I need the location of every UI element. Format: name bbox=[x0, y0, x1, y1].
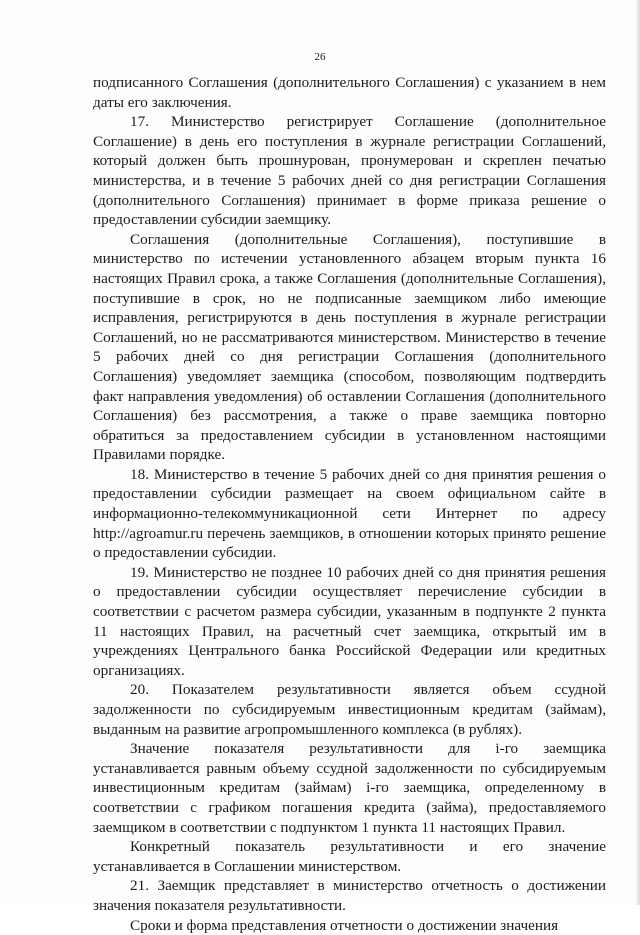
paragraph-item-18: 18. Министерство в течение 5 рабочих дней со дня принятия решения о предоставлении субсидии размещает на своем официальном сайте в информационно-телекоммуникационной сети Интернет по адресу http://agroamur.ru перечень заемщиков, в отношении которых принято решение о предоставлении субсидии. bbox=[93, 465, 606, 562]
paragraph-item-19: 19. Министерство не позднее 10 рабочих дней со дня принятия решения о предоставлении субсидии осуществляет перечисление субсидии в соответствии с расчетом размера субсидии, указанным в подпункте 2 пункта 11 настоящих Правил, на расчетный счет заемщика, открытый им в учреждениях Центрального банка Российской Федерации или кредитных организациях. bbox=[93, 563, 606, 679]
paragraph: Соглашения (дополнительные Соглашения), поступившие в министерство по истечении установленного абзацем вторым пункта 16 настоящих Правил срока, а также Соглашения (дополнительные Соглашения), поступившие в срок, но не подписанные заемщиком либо имеющие исправления, регистрируются в день поступления в журнале регистрации Соглашений, но не рассматриваются министерством. Министерство в течение 5 рабочих дней со дня регистрации Соглашения (дополнительного Соглашения) уведомляет заемщика (способом, позволяющим подтвердить факт направления уведомления) об оставлении Соглашения (дополнительного Соглашения) без рассмотрения, а также о праве заемщика повторно обратиться за предоставлением субсидии в установленном настоящими Правилами порядке. bbox=[93, 230, 606, 464]
page-body bbox=[93, 73, 606, 935]
paragraph: Сроки и форма представления отчетности о достижении значения bbox=[130, 916, 559, 934]
paragraph-item-21: 21. Заемщик представляет в министерство отчетность о достижении значения показателя результативности. bbox=[93, 877, 606, 914]
paragraph-item-17: 17. Министерство регистрирует Соглашение (дополнительное Соглашение) в день его поступления в журнале регистрации Соглашений, который должен быть прошнурован, пронумерован и скреплен печатью министерства, и в течение 5 рабочих дней со дня регистрации Соглашения (дополнительного Соглашения) принимает в форме приказа решение о предоставлении субсидии заемщику. bbox=[93, 113, 606, 229]
paragraph: Конкретный показатель результативности и его значение устанавливается в Соглашении министерством. bbox=[93, 838, 606, 875]
paragraph-item-20: 20. Показателем результативности является объем ссудной задолженности по субсидируемым инвестиционным кредитам (займам), выданным на развитие агропромышленного комплекса (в рублях). bbox=[93, 681, 606, 738]
scan-edge-shadow bbox=[635, 0, 640, 905]
paragraph: подписанного Соглашения (дополнительного Соглашения) с указанием в нем даты его заключения. bbox=[93, 74, 606, 111]
paragraph: Значение показателя результативности для i-го заемщика устанавливается равным объему ссудной задолженности по субсидируемым инвестиционным кредитам (займам) i-го заемщика, определенному в соответствии с графиком погашения кредита (займа), предоставляемого заемщиком в соответствии с подпунктом 1 пункта 11 настоящих Правил. bbox=[93, 740, 606, 836]
page-number: 26 bbox=[314, 51, 326, 63]
